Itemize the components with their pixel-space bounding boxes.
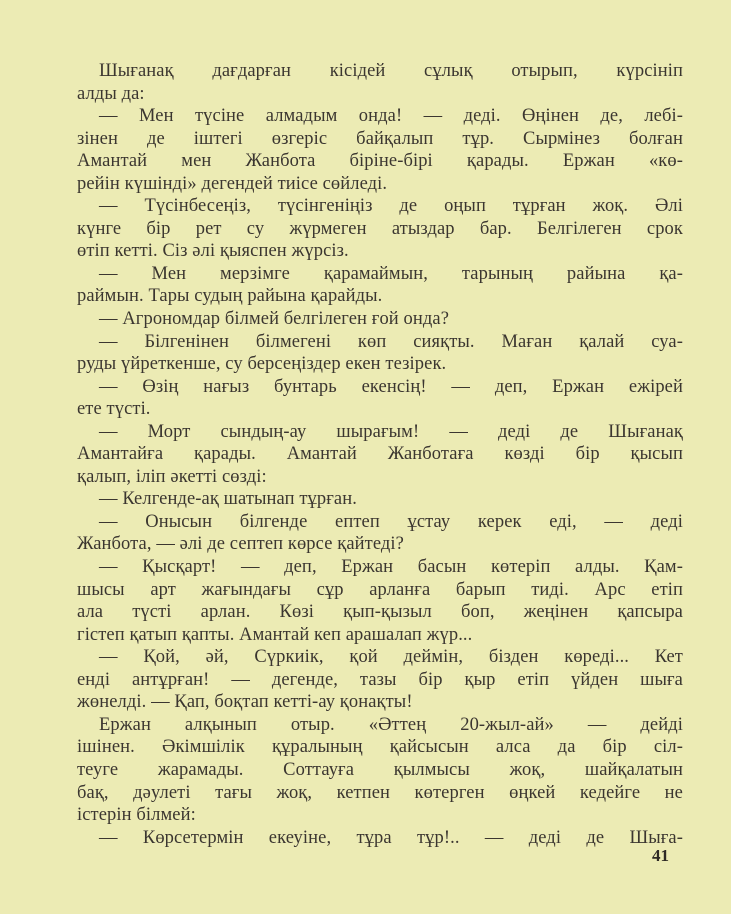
text-line: — Қой, әй, Сүркиік, қой деймін, бізден көреді... Кет <box>99 647 683 668</box>
text-line: ала түсті арлан. Көзі қып-қызыл боп, жеңінен қапсыра <box>77 602 683 623</box>
text-line: — Морт сындың-ау шырағым! — деді де Шығанақ <box>99 421 683 442</box>
page-number: 41 <box>652 846 669 865</box>
text-line: Ержан алқынып отыр. «Әттең 20-жыл-ай» — дейді <box>99 714 683 735</box>
text-line: раймын. Тары судың райына қарайды. <box>77 286 383 307</box>
text-line: Амантай мен Жанбота біріне-бірі қарады. Ержан «кө- <box>77 151 683 172</box>
text-line: — Өзің нағыз бунтарь екенсің! — деп, Ержан ежірей <box>99 376 683 397</box>
text-line: енді антұрған! — дегенде, тазы бір қыр етіп үйден шыға <box>77 669 683 690</box>
text-line: Амантайға қарады. Амантай Жанботаға көзді бір қысып <box>77 444 683 465</box>
text-line: гістеп қатып қапты. Амантай кеп арашалап жүр... <box>77 624 473 645</box>
text-line: алды да: <box>77 83 145 104</box>
text-line: Жанбота, — әлі де септеп көрсе қайтеді? <box>77 534 404 555</box>
text-line: ете түсті. <box>77 399 151 420</box>
text-line: істерін білмей: <box>77 805 196 826</box>
text-line: — Мен мерзімге қарамаймын, тарының райына қа- <box>99 263 683 284</box>
text-line: теуге жарамады. Соттауға қылмысы жоқ, шайқалатын <box>77 759 683 780</box>
text-line: — Қысқарт! — деп, Ержан басын көтеріп алды. Қам- <box>99 557 683 578</box>
text-line: Шығанақ дағдарған кісідей сұлық отырып, күрсініп <box>99 61 683 81</box>
text-line: — Мен түсіне алмадым онда! — деді. Өңінен де, лебі- <box>99 106 683 127</box>
text-line: ішінен. Әкімшілік құралының қайсысын алса да бір сіл- <box>77 737 683 758</box>
text-line: — Көрсетермін екеуіне, тұра тұр!.. — деді де Шыға- <box>99 827 683 848</box>
text-line: күнге бір рет су жүрмеген атыздар бар. Белгілеген срок <box>77 218 683 239</box>
book-page-text <box>77 60 683 849</box>
text-line: руды үйреткенше, су берсеңіздер екен тезірек. <box>77 354 447 375</box>
text-line: өтіп кетті. Сіз әлі қыяспен жүрсіз. <box>77 241 349 262</box>
text-line: қалып, іліп әкетті сөзді: <box>77 466 267 487</box>
text-line: — Онысын білгенде ептеп ұстау керек еді, — деді <box>99 511 683 532</box>
text-line: — Келгенде-ақ шатынап тұрған. <box>99 489 357 510</box>
text-line: жөнелді. — Қап, боқтап кетті-ау қонақты! <box>77 692 413 713</box>
text-line: — Білгенінен білмегені көп сияқты. Маған қалай суа- <box>99 331 683 352</box>
text-line: рейін күшінді» дегендей тиісе сөйледі. <box>77 173 388 194</box>
text-line: — Түсінбесеңіз, түсінгеніңіз де оңып тұрған жоқ. Әлі <box>99 196 683 217</box>
text-line: шысы арт жағындағы сұр арланға барып тиді. Арс етіп <box>77 579 683 600</box>
text-line: зінен де іштегі өзгеріс байқалып тұр. Сырмінез болған <box>77 128 683 149</box>
text-line: — Агрономдар білмей белгілеген ғой онда? <box>99 309 450 330</box>
text-line: бақ, дәулеті тағы жоқ, кетпен көтерген өңкей кедейге не <box>77 782 683 803</box>
